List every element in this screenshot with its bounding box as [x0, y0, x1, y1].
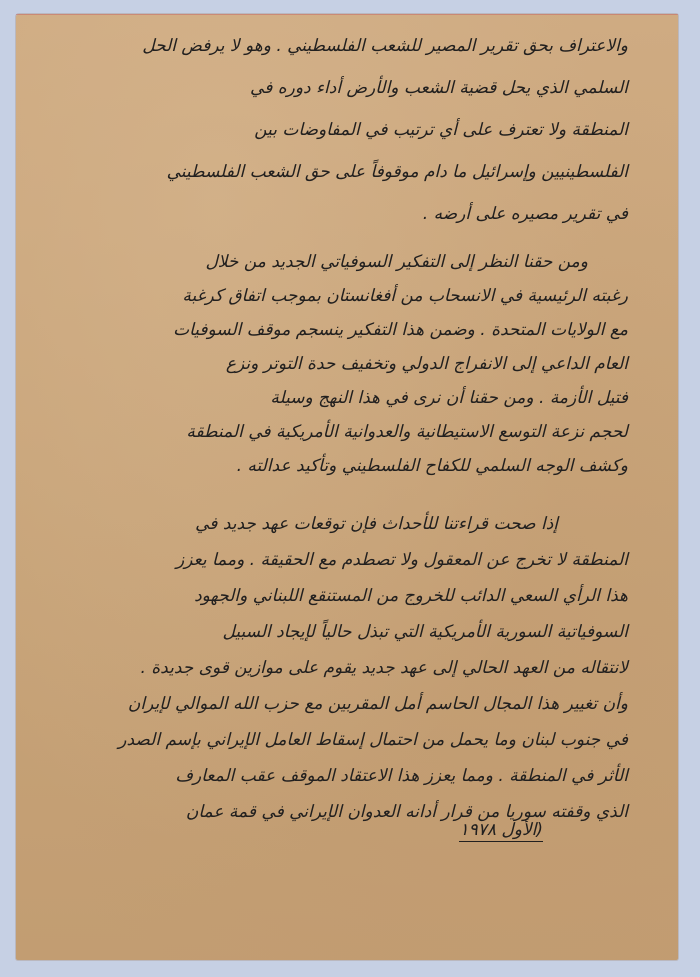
- paragraph-line: هذا الرأي السعي الدائب للخروج من المستنقع اللبناني والجهود: [194, 586, 628, 606]
- paragraph-line: في جنوب لبنان وما يحمل من احتمال إسقاط العامل الإيراني بإسم الصدر: [118, 730, 628, 750]
- paragraph-line: فتيل الأزمة . ومن حقنا أن نرى في هذا النهج وسيلة: [270, 388, 628, 408]
- paragraph-line: في تقرير مصيره على أرضه .: [422, 204, 628, 224]
- paragraph-line: المنطقة ولا تعترف على أي ترتيب في المفاوضات بين: [254, 120, 628, 140]
- paragraph-line: ومن حقنا النظر إلى التفكير السوفياتي الجديد من خلال: [205, 252, 588, 272]
- paragraph-line: الذي وقفته سوريا من قرار أدانه العدوان الإيراني في قمة عمان: [185, 802, 628, 822]
- paragraph-line: رغبته الرئيسية في الانسحاب من أفغانستان بموجب اتفاق كرغبة: [182, 286, 628, 306]
- paragraph-line: مع الولايات المتحدة . وضمن هذا التفكير ينسجم موقف السوفيات: [173, 320, 628, 340]
- paragraph-line: والاعتراف بحق تقرير المصير للشعب الفلسطيني . وهو لا يرفض الحل: [142, 36, 628, 56]
- paragraph-line: إذا صحت قراءتنا للأحداث فإن توقعات عهد جديد في: [195, 514, 558, 534]
- paragraph-line: السلمي الذي يحل قضية الشعب والأرض أداء دوره في: [250, 78, 628, 98]
- paragraph-line: لحجم نزعة التوسع الاستيطانية والعدوانية الأمريكية في المنطقة: [186, 422, 628, 442]
- document-paper: [16, 14, 678, 960]
- paragraph-line: وكشف الوجه السلمي للكفاح الفلسطيني وتأكيد عدالته .: [236, 456, 628, 476]
- paragraph-line: المنطقة لا تخرج عن المعقول ولا تصطدم مع الحقيقة . ومما يعزز: [176, 550, 628, 570]
- signature-text: (الأول ١٩٧٨: [459, 820, 543, 840]
- paragraph-line: العام الداعي إلى الانفراج الدولي وتخفيف حدة التوتر ونزع: [225, 354, 628, 374]
- paragraph-line: لانتقاله من العهد الحالي إلى عهد جديد يقوم على موازين قوى جديدة .: [140, 658, 628, 678]
- paragraph-line: الفلسطينيين وإسرائيل ما دام موقوفاً على حق الشعب الفلسطيني: [166, 162, 628, 182]
- signature-date: [459, 820, 543, 842]
- paragraph-line: وأن تغيير هذا المجال الحاسم أمل المقربين مع حزب الله الموالي لإيران: [127, 694, 628, 714]
- paragraph-line: الأثر في المنطقة . ومما يعزز هذا الاعتقاد الموقف عقب المعارف: [175, 766, 628, 786]
- paragraph-line: السوفياتية السورية الأمريكية التي تبذل حالياً لإيجاد السبيل: [222, 622, 628, 642]
